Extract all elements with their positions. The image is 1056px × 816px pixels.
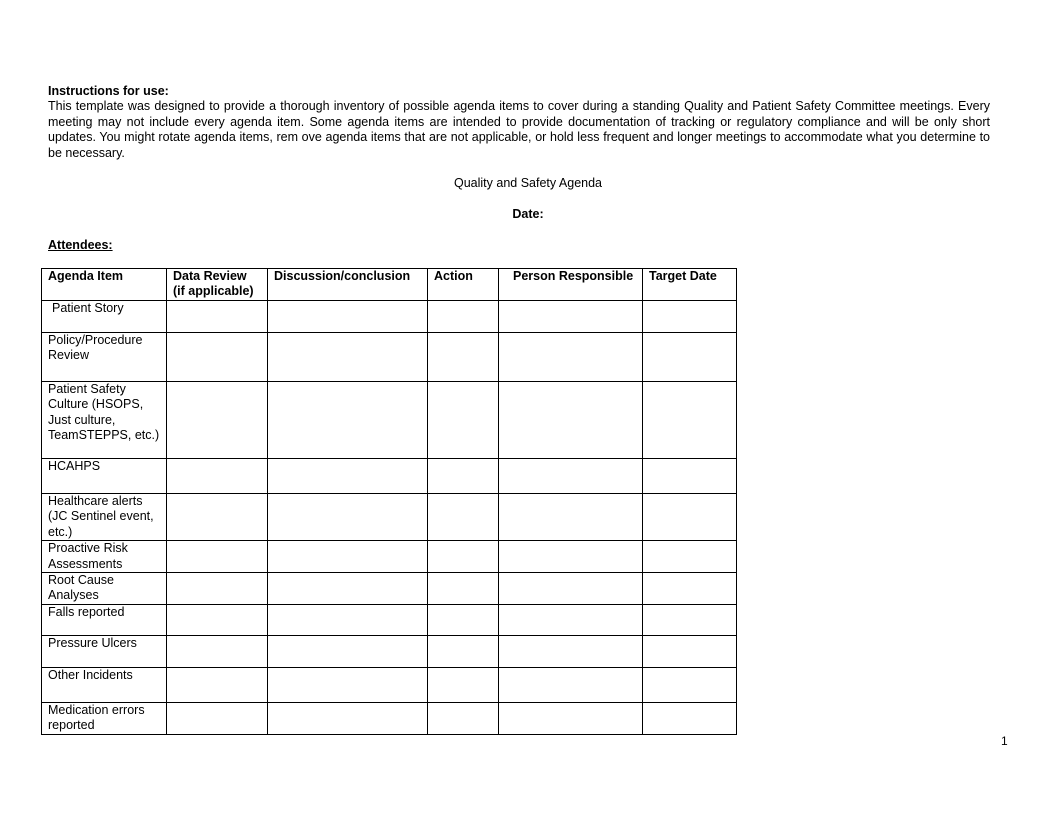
person-responsible-cell[interactable] xyxy=(499,573,643,605)
table-row xyxy=(42,541,737,573)
discussion-cell[interactable] xyxy=(268,703,428,735)
header-target-date: Target Date xyxy=(643,269,737,301)
agenda-item-cell: HCAHPS xyxy=(42,459,167,494)
table-row xyxy=(42,573,737,605)
table-row xyxy=(42,636,737,668)
action-cell[interactable] xyxy=(428,541,499,573)
action-cell[interactable] xyxy=(428,301,499,333)
agenda-item-cell: Patient Story xyxy=(42,301,167,333)
discussion-cell[interactable] xyxy=(268,382,428,459)
discussion-cell[interactable] xyxy=(268,494,428,541)
header-person-responsible: Person Responsible xyxy=(499,269,643,301)
person-responsible-cell[interactable] xyxy=(499,459,643,494)
discussion-cell[interactable] xyxy=(268,459,428,494)
date-label: Date: xyxy=(512,207,544,221)
header-agenda-item: Agenda Item xyxy=(42,269,167,301)
person-responsible-cell[interactable] xyxy=(499,301,643,333)
table-header-row xyxy=(42,269,737,301)
table-row xyxy=(42,668,737,703)
target-date-cell[interactable] xyxy=(643,703,737,735)
action-cell[interactable] xyxy=(428,333,499,382)
target-date-cell[interactable] xyxy=(643,494,737,541)
person-responsible-cell[interactable] xyxy=(499,636,643,668)
person-responsible-cell[interactable] xyxy=(499,668,643,703)
target-date-cell[interactable] xyxy=(643,541,737,573)
agenda-item-cell: Pressure Ulcers xyxy=(42,636,167,668)
discussion-cell[interactable] xyxy=(268,636,428,668)
header-action: Action xyxy=(428,269,499,301)
header-discussion: Discussion/conclusion xyxy=(268,269,428,301)
data-review-cell[interactable] xyxy=(167,605,268,636)
instructions-block xyxy=(48,84,990,161)
instructions-heading: Instructions for use: xyxy=(48,84,169,98)
agenda-title: Quality and Safety Agenda xyxy=(453,176,603,190)
data-review-cell[interactable] xyxy=(167,301,268,333)
data-review-cell[interactable] xyxy=(167,573,268,605)
discussion-cell[interactable] xyxy=(268,333,428,382)
discussion-cell[interactable] xyxy=(268,668,428,703)
table-row xyxy=(42,494,737,541)
discussion-cell[interactable] xyxy=(268,301,428,333)
table-row xyxy=(42,459,737,494)
agenda-item-cell: Medication errors reported xyxy=(42,703,167,735)
agenda-item-cell: Falls reported xyxy=(42,605,167,636)
data-review-cell[interactable] xyxy=(167,333,268,382)
target-date-cell[interactable] xyxy=(643,605,737,636)
header-data-review: Data Review (if applicable) xyxy=(167,269,268,301)
person-responsible-cell[interactable] xyxy=(499,333,643,382)
discussion-cell[interactable] xyxy=(268,573,428,605)
data-review-cell[interactable] xyxy=(167,382,268,459)
target-date-cell[interactable] xyxy=(643,573,737,605)
data-review-cell[interactable] xyxy=(167,494,268,541)
action-cell[interactable] xyxy=(428,382,499,459)
person-responsible-cell[interactable] xyxy=(499,605,643,636)
discussion-cell[interactable] xyxy=(268,605,428,636)
person-responsible-cell[interactable] xyxy=(499,382,643,459)
agenda-item-cell: Other Incidents xyxy=(42,668,167,703)
target-date-cell[interactable] xyxy=(643,301,737,333)
data-review-cell[interactable] xyxy=(167,636,268,668)
person-responsible-cell[interactable] xyxy=(499,494,643,541)
page-number: 1 xyxy=(1001,734,1008,748)
action-cell[interactable] xyxy=(428,636,499,668)
action-cell[interactable] xyxy=(428,605,499,636)
table-row xyxy=(42,605,737,636)
action-cell[interactable] xyxy=(428,703,499,735)
person-responsible-cell[interactable] xyxy=(499,541,643,573)
target-date-cell[interactable] xyxy=(643,382,737,459)
data-review-cell[interactable] xyxy=(167,459,268,494)
action-cell[interactable] xyxy=(428,494,499,541)
table-row xyxy=(42,301,737,333)
agenda-item-cell: Proactive Risk Assessments xyxy=(42,541,167,573)
discussion-cell[interactable] xyxy=(268,541,428,573)
agenda-item-cell: Root Cause Analyses xyxy=(42,573,167,605)
data-review-cell[interactable] xyxy=(167,703,268,735)
action-cell[interactable] xyxy=(428,459,499,494)
person-responsible-cell[interactable] xyxy=(499,703,643,735)
agenda-item-cell: Healthcare alerts (JC Sentinel event, etc.) xyxy=(42,494,167,541)
agenda-table xyxy=(41,268,737,735)
instructions-text: This template was designed to provide a thorough inventory of possible agenda items to cover during a standing Quality and Patient Safety Committee meetings. Every meeting may not include every agenda item. Some agenda items are intended to provide documentation of tracking or regulatory compliance and will be only short updates. You might rotate agenda items, rem ove agenda items that are not applicable, or hold less frequent and longer meetings to accommodate what you determine to be necessary. xyxy=(48,99,990,160)
data-review-cell[interactable] xyxy=(167,668,268,703)
target-date-cell[interactable] xyxy=(643,333,737,382)
agenda-item-cell: Patient Safety Culture (HSOPS, Just culture, TeamSTEPPS, etc.) xyxy=(42,382,167,459)
table-row xyxy=(42,382,737,459)
table-row xyxy=(42,333,737,382)
data-review-cell[interactable] xyxy=(167,541,268,573)
action-cell[interactable] xyxy=(428,668,499,703)
target-date-cell[interactable] xyxy=(643,668,737,703)
target-date-cell[interactable] xyxy=(643,459,737,494)
table-row xyxy=(42,703,737,735)
agenda-item-cell: Policy/Procedure Review xyxy=(42,333,167,382)
attendees-label: Attendees: xyxy=(48,238,113,252)
action-cell[interactable] xyxy=(428,573,499,605)
target-date-cell[interactable] xyxy=(643,636,737,668)
